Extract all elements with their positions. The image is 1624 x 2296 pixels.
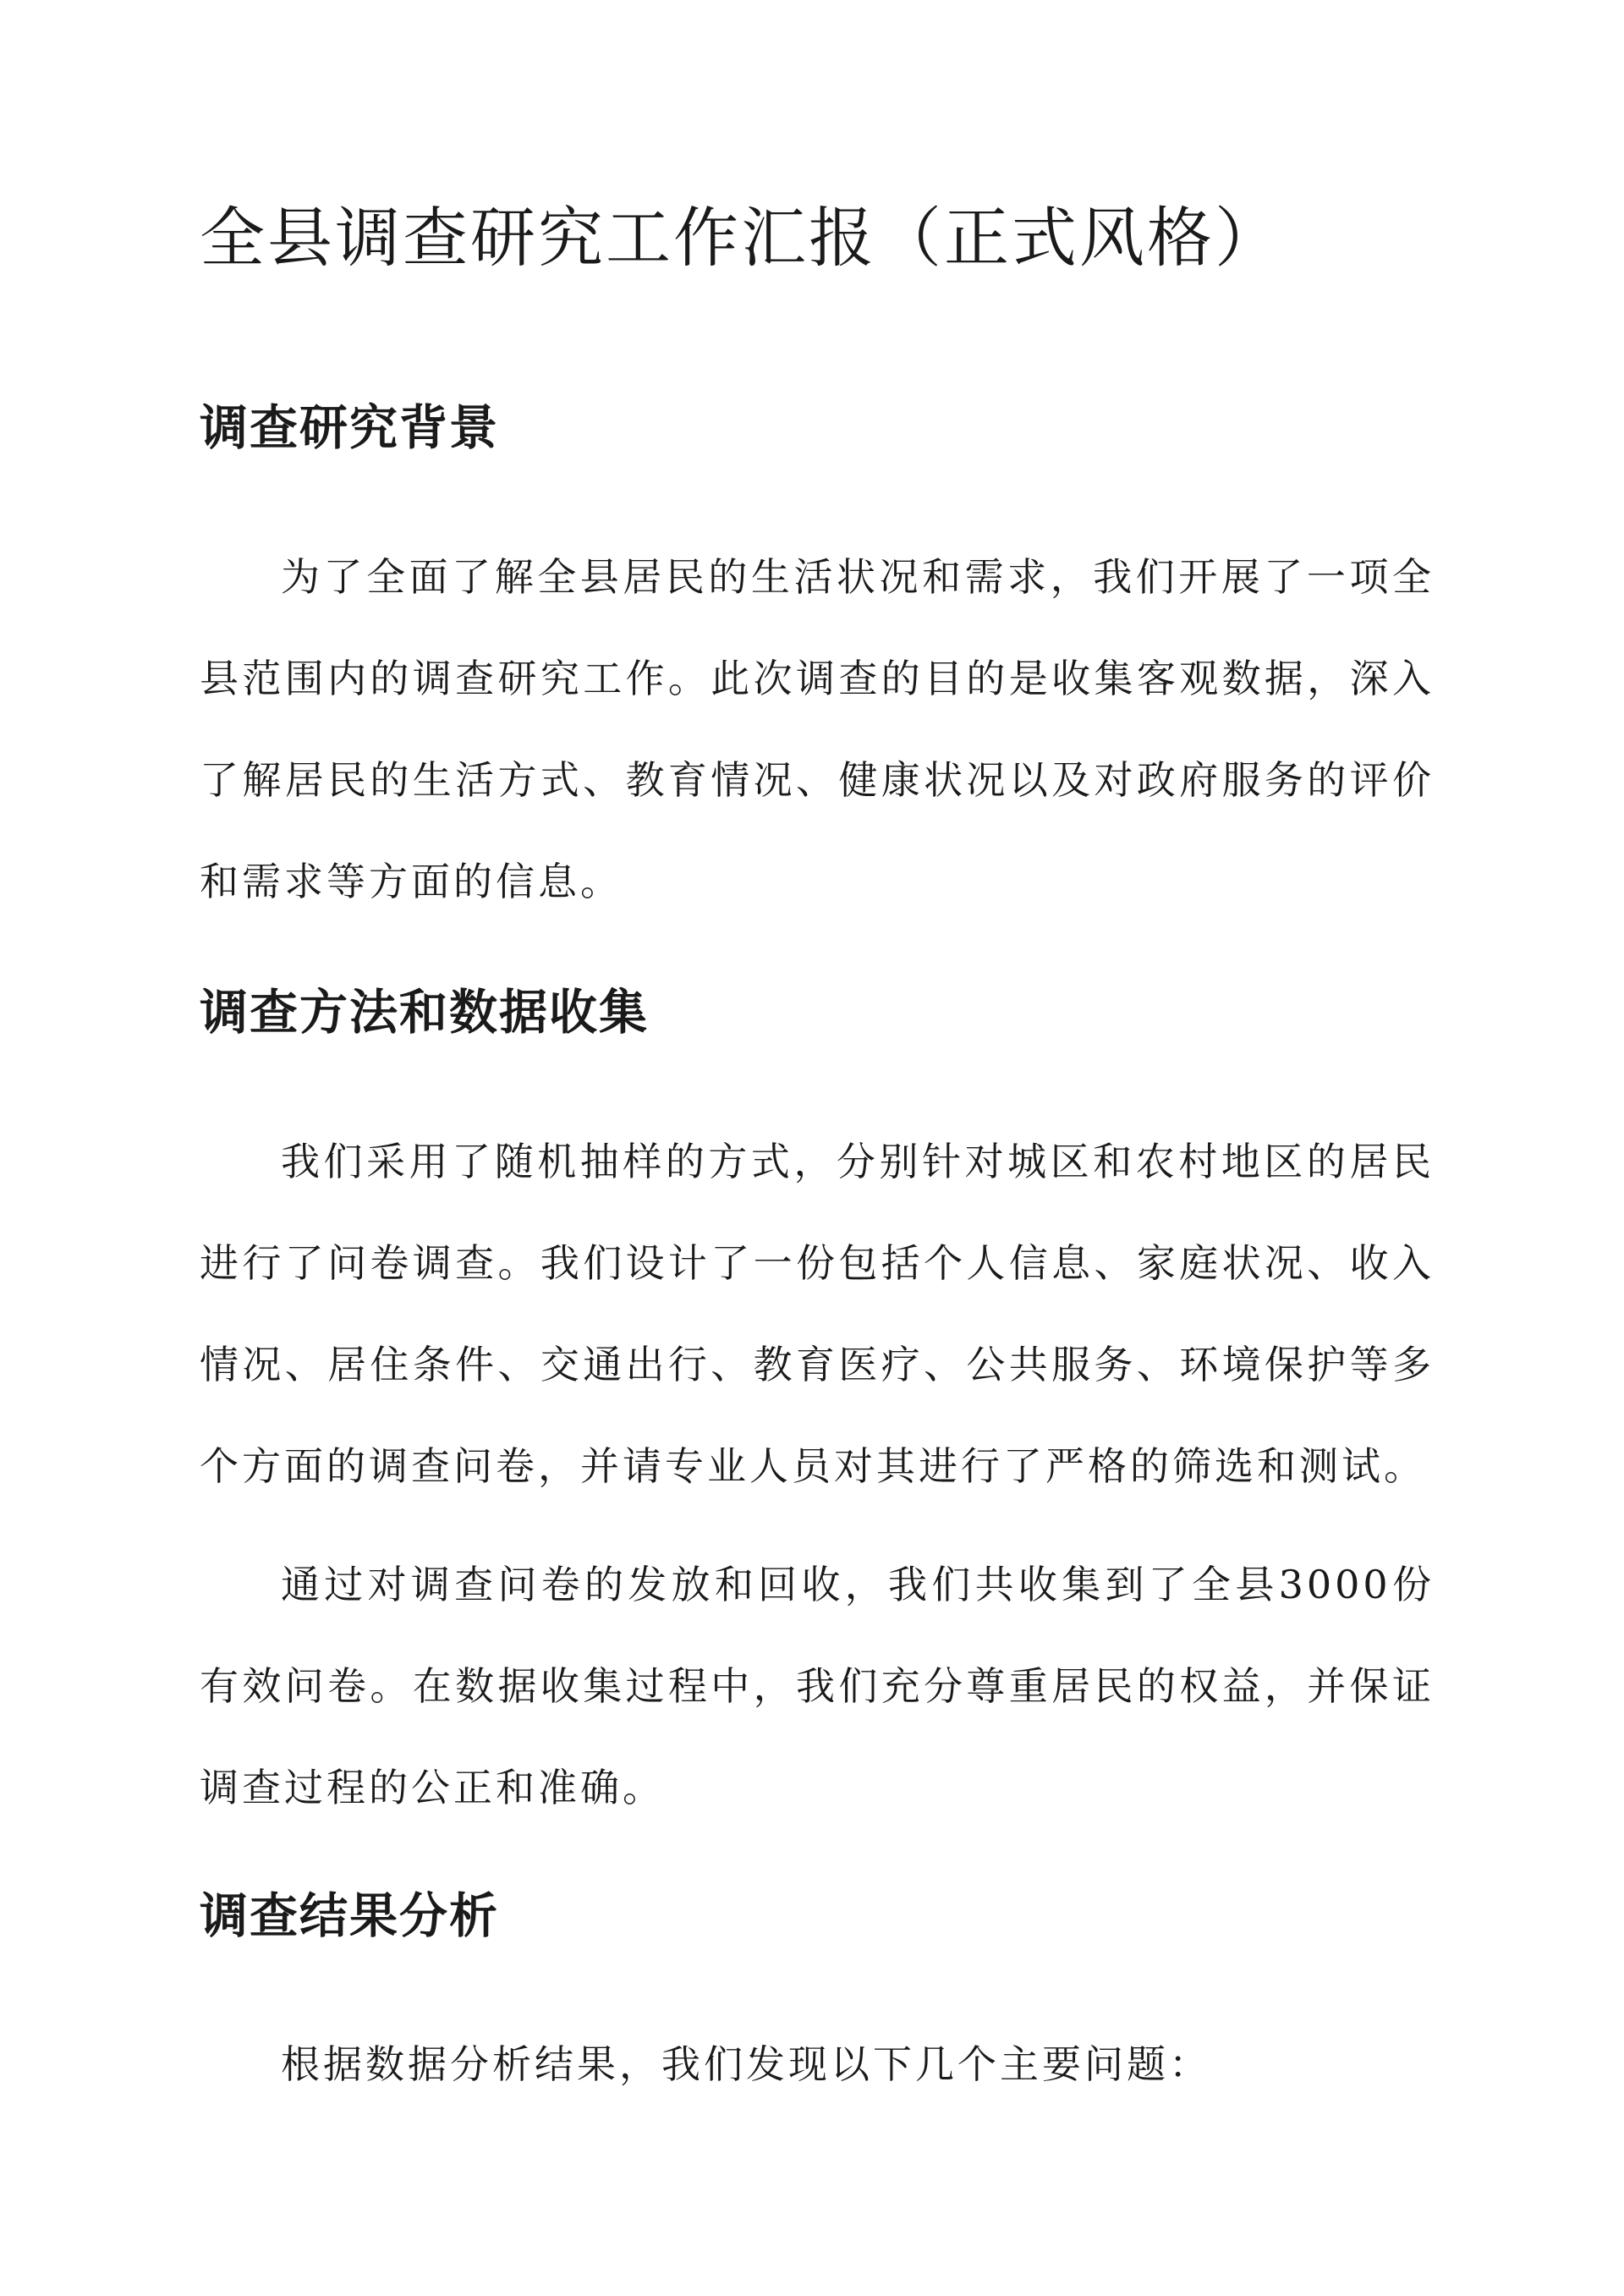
document-title: 全县调查研究工作汇报（正式风格）	[200, 201, 1282, 277]
paragraph-results-intro: 根据数据分析结果，我们发现以下几个主要问题：	[281, 2041, 1211, 2087]
section-heading-method: 调查方法和数据收集	[200, 984, 649, 1041]
paragraph-method-2: 通过对调查问卷的发放和回收，我们共收集到了全县3000份有效问卷。在数据收集过程中，我们充分尊重居民的权益，并保证调查过程的公正和准确。	[200, 1562, 1435, 1810]
paragraph-method-1: 我们采用了随机抽样的方式，分别针对城区和农村地区的居民进行了问卷调查。我们设计了一份包括个人信息、家庭状况、收入情况、居住条件、交通出行、教育医疗、公共服务、环境保护等多个方面的调查问卷，并请专业人员对其进行了严格的筛选和测试。	[200, 1139, 1435, 1489]
paragraph-background: 为了全面了解全县居民的生活状况和需求，我们开展了一项全县范围内的调查研究工作。此次调查的目的是收集客观数据，深入了解居民的生活方式、教育情况、健康状况以及对政府服务的评价和需求等方面的信息。	[200, 554, 1435, 904]
section-heading-results: 调查结果分析	[200, 1887, 499, 1944]
section-heading-background: 调查研究背景	[200, 399, 499, 456]
